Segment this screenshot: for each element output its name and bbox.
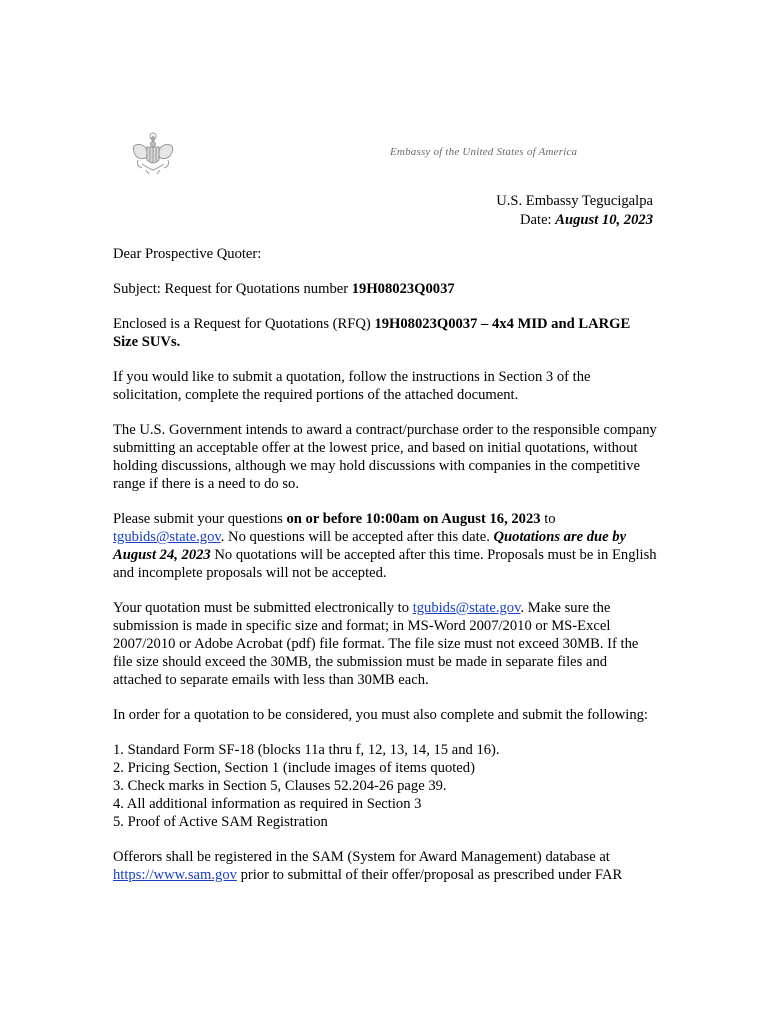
- letter-date: [300, 211, 653, 230]
- list-item: 5. Proof of Active SAM Registration: [113, 814, 328, 830]
- letter-body: [113, 245, 658, 901]
- requirements-list: [113, 741, 658, 831]
- rfq-title: 19H08023Q0037 – 4x4 MID and LARGE Size SUVs.: [113, 316, 631, 350]
- questions-paragraph: [113, 510, 658, 582]
- instructions-paragraph: If you would like to submit a quotation, follow the instructions in Section 3 of the solicitation, complete the required portions of the attached document.: [113, 369, 591, 403]
- salutation: Dear Prospective Quoter:: [113, 246, 262, 262]
- submission-email-link[interactable]: tgubids@state.gov: [412, 600, 521, 616]
- enclosed-paragraph: [113, 315, 658, 351]
- submission-paragraph: [113, 599, 658, 689]
- list-item: 4. All additional information as required in Section 3: [113, 796, 422, 812]
- subject-prefix: Subject: Request for Quotations number: [113, 281, 352, 297]
- sam-paragraph: [113, 848, 658, 884]
- enclosed-prefix: Enclosed is a Request for Quotations (RFQ): [113, 316, 375, 332]
- subject-line: [113, 280, 658, 298]
- sam-text-1: Offerors shall be registered in the SAM (System for Award Management) database at: [113, 849, 610, 865]
- list-item: 3. Check marks in Section 5, Clauses 52.204-26 page 39.: [113, 778, 447, 794]
- letter-header: [300, 192, 653, 230]
- sam-text-2: prior to submittal of their offer/proposal as prescribed under FAR: [236, 867, 623, 883]
- submission-text-2: . Make sure the submission is made in specific size and format; in MS-Word 2007/2010 or MS-Excel 2007/2010 or Adobe Acrobat (pdf) file format. The file size must not exceed 30MB. If the file size should exceed the 30MB, the submission must be made in separate files and attached to separate emails with less than 30MB each.: [113, 600, 639, 688]
- date-value: August 10, 2023: [555, 212, 653, 228]
- list-item: 1. Standard Form SF-18 (blocks 11a thru f, 12, 13, 14, 15 and 16).: [113, 742, 500, 758]
- embassy-name: Embassy of the United States of America: [390, 146, 578, 158]
- quotations-due: Quotations are due by August 24, 2023: [113, 529, 627, 563]
- list-item: 2. Pricing Section, Section 1 (include images of items quoted): [113, 760, 475, 776]
- date-label: Date:: [520, 212, 552, 228]
- office-name: U.S. Embassy Tegucigalpa: [496, 193, 653, 209]
- order-paragraph: In order for a quotation to be considered, you must also complete and submit the following:: [113, 707, 648, 723]
- submission-text-1: Your quotation must be submitted electronically to: [113, 600, 413, 616]
- award-paragraph: The U.S. Government intends to award a contract/purchase order to the responsible company submitting an acceptable offer at the lowest price, and based on initial quotations, without holding discussions, although we may hold discussions with companies in the competitive range if there is a need to do so.: [113, 422, 657, 492]
- sam-link[interactable]: https://www.sam.gov: [113, 867, 237, 883]
- questions-text-4: No quotations will be accepted after this time. Proposals must be in English and incomplete proposals will not be accepted.: [113, 547, 657, 581]
- great-seal-icon: [128, 130, 178, 180]
- questions-text-2: to: [540, 511, 556, 527]
- rfq-number: 19H08023Q0037: [351, 281, 455, 297]
- questions-text-3: . No questions will be accepted after this date.: [220, 529, 494, 545]
- questions-email-link[interactable]: tgubids@state.gov: [113, 529, 221, 545]
- questions-text-1: Please submit your questions: [113, 511, 287, 527]
- questions-deadline: on or before 10:00am on August 16, 2023: [286, 511, 541, 527]
